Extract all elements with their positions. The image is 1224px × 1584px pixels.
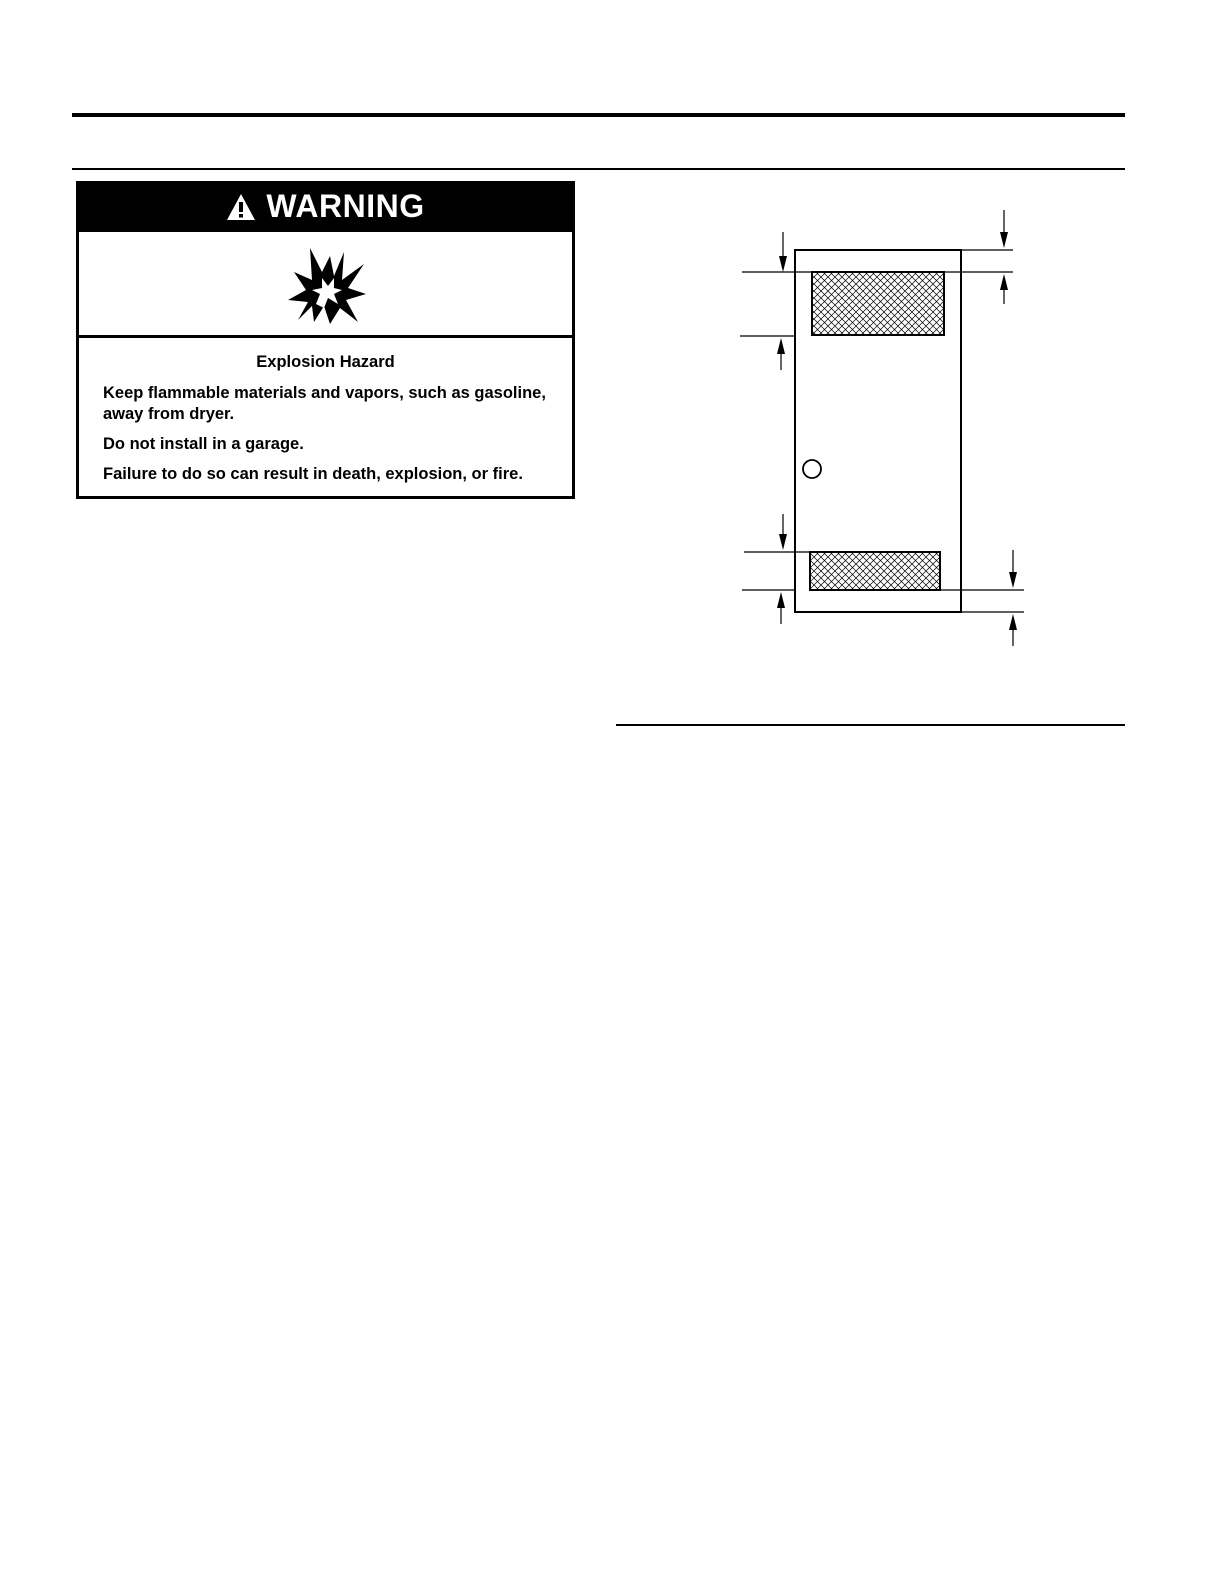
explosion-icon [284, 242, 368, 326]
warning-line-consequence: Failure to do so can result in death, explosion, or fire. [103, 465, 523, 483]
warning-title: WARNING [266, 188, 425, 224]
upper-vent [812, 272, 944, 335]
explosion-icon-row [79, 229, 572, 338]
warning-body [79, 338, 572, 485]
header-rule [72, 113, 1125, 117]
section-rule [72, 168, 1125, 170]
diagram-rule [616, 724, 1125, 726]
door-knob [803, 460, 821, 478]
warning-header [79, 184, 572, 229]
hazard-title: Explosion Hazard [256, 353, 395, 371]
lower-vent [810, 552, 940, 590]
warning-triangle-icon [226, 193, 256, 221]
closet-door-diagram [730, 200, 1050, 660]
warning-line-flammable: Keep flammable materials and vapors, such as gasoline, away from dryer. [103, 384, 546, 423]
warning-box [76, 181, 575, 499]
warning-line-garage: Do not install in a garage. [103, 435, 304, 453]
